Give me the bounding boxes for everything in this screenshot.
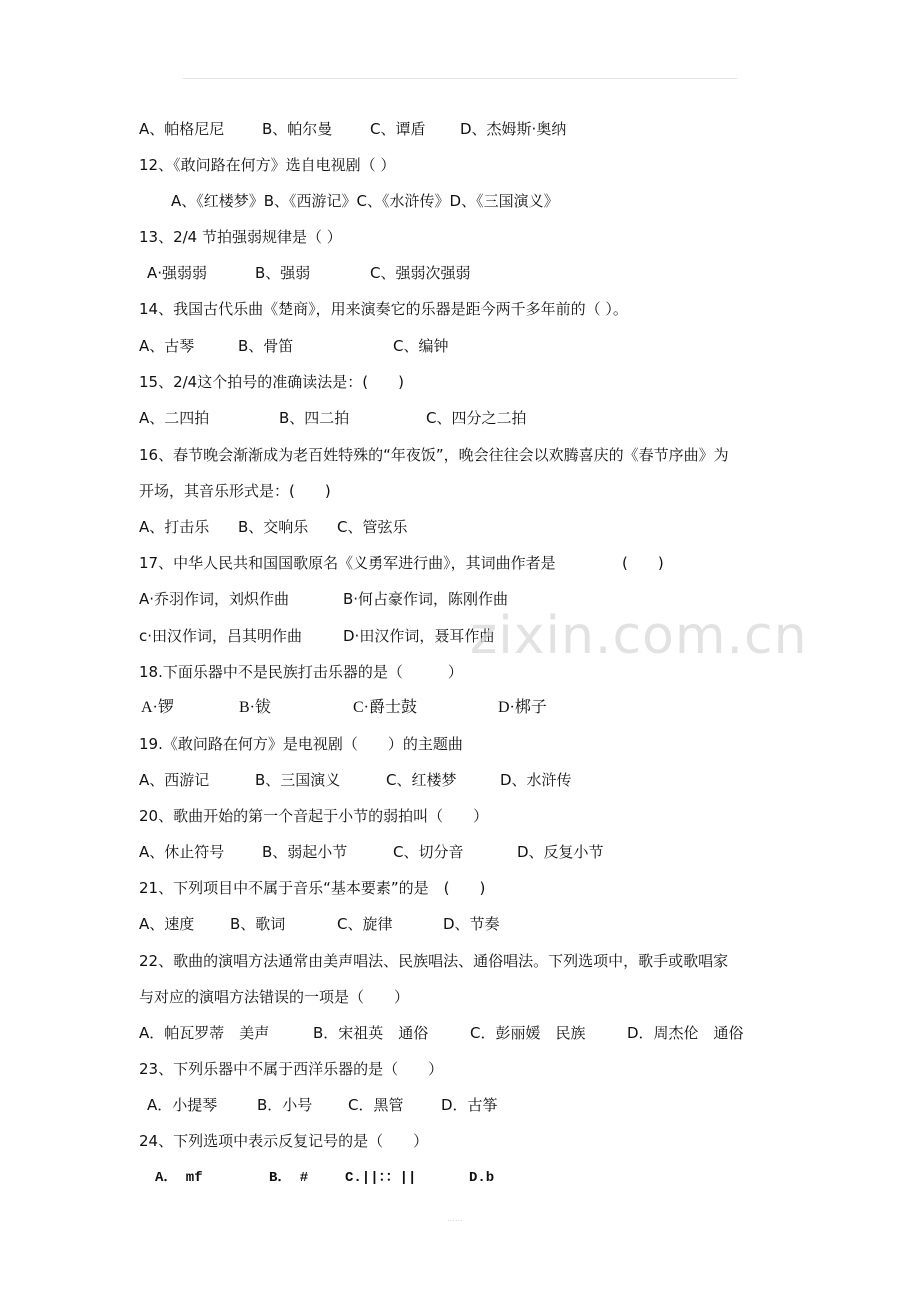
question-text: 13、2/4 节拍强弱规律是（ ） (139, 228, 342, 246)
question-text: 18.下面乐器中不是民族打击乐器的是（ ） (139, 663, 463, 681)
text-line (0, 914, 920, 936)
option-text: A．小提琴 (147, 1096, 218, 1114)
option-text: B．宋祖英 通俗 (313, 1024, 429, 1042)
option-text: B．小号 (257, 1096, 313, 1114)
text-line (0, 1095, 920, 1117)
option-text: D．周杰伦 通俗 (627, 1024, 744, 1042)
text-line (0, 517, 920, 539)
option-text: B、弱起小节 (262, 843, 348, 861)
option-text: B、帕尔曼 (262, 120, 333, 138)
option-text: D.b (469, 1170, 495, 1186)
option-text: B、歌词 (230, 915, 286, 933)
option-text: D、水浒传 (500, 771, 572, 789)
option-text: D·梆子 (498, 699, 547, 716)
text-line (0, 987, 920, 1009)
question-text: 14、我国古代乐曲《楚商》，用来演奏它的乐器是距今两千多年前的（ ）。 (139, 300, 628, 318)
option-text: B·钹 (239, 699, 272, 716)
option-text: A、速度 (139, 915, 195, 933)
text-line (0, 155, 920, 177)
header-rule (183, 78, 737, 79)
question-text: 16、春节晚会渐渐成为老百姓特殊的“年夜饭”，晚会往往会以欢腾喜庆的《春节序曲》为 (139, 446, 729, 464)
option-text: D、杰姆斯·奥纳 (460, 120, 567, 138)
text-line (0, 299, 920, 321)
option-text: C、四分之二拍 (426, 409, 527, 427)
question-text: 15、2/4这个拍号的准确读法是：( ) (139, 373, 404, 391)
text-line (0, 336, 920, 358)
question-text: A、《红楼梦》B、《西游记》C、《水浒传》D、《三国演义》 (171, 192, 559, 210)
option-text: C、编钟 (393, 337, 449, 355)
option-text: C．黑管 (348, 1096, 404, 1114)
option-text: D、节奏 (443, 915, 500, 933)
question-text: 19.《敢问路在何方》是电视剧（ ）的主题曲 (139, 735, 463, 753)
option-text: A、古琴 (139, 337, 195, 355)
text-line (0, 481, 920, 503)
option-text: C、红楼梦 (386, 771, 457, 789)
option-text: C、谭盾 (370, 120, 426, 138)
footer-mark: …… (447, 1214, 463, 1223)
option-text: C.||：：|| (345, 1170, 417, 1186)
option-text: A．帕瓦罗蒂 美声 (139, 1024, 270, 1042)
text-line (0, 263, 920, 285)
text-line (0, 698, 920, 720)
question-text: 23、下列乐器中不属于西洋乐器的是（ ） (139, 1060, 444, 1078)
option-text: A． mf (155, 1170, 203, 1186)
text-line (0, 408, 920, 430)
text-line (0, 191, 920, 213)
question-text: 22、歌曲的演唱方法通常由美声唱法、民族唱法、通俗唱法。下列选项中，歌手或歌唱家 (139, 952, 729, 970)
option-text: D、反复小节 (517, 843, 604, 861)
question-text: 21、下列项目中不属于音乐“基本要素”的是 ( ) (139, 879, 486, 897)
option-text: A、二四拍 (139, 409, 210, 427)
question-text: 24、下列选项中表示反复记号的是（ ） (139, 1132, 429, 1150)
option-text: B、强弱 (255, 264, 311, 282)
text-line (0, 1059, 920, 1081)
text-line (0, 227, 920, 249)
option-text: C、强弱次强弱 (370, 264, 471, 282)
option-text: B、三国演义 (255, 771, 341, 789)
option-text: C、管弦乐 (337, 518, 408, 536)
text-line (0, 842, 920, 864)
option-text: B、四二拍 (279, 409, 350, 427)
option-text: C、切分音 (393, 843, 464, 861)
question-text: 12、《敢问路在何方》选自电视剧（ ） (139, 156, 396, 174)
option-text: C·爵士鼓 (353, 699, 418, 716)
option-text: A·强弱弱 (147, 264, 208, 282)
option-text: A·锣 (141, 699, 174, 716)
text-line (0, 1168, 920, 1190)
watermark: zixin.com.cn (470, 606, 808, 666)
question-text: 开场，其音乐形式是：( ) (139, 482, 331, 500)
text-line (0, 1131, 920, 1153)
text-line (0, 734, 920, 756)
option-text: D·田汉作词，聂耳作曲 (343, 627, 495, 645)
option-text: B． # (269, 1170, 309, 1186)
text-line (0, 1023, 920, 1045)
option-text: c·田汉作词，吕其明作曲 (139, 627, 303, 645)
option-text: A、帕格尼尼 (139, 120, 225, 138)
text-line (0, 770, 920, 792)
text-line (0, 806, 920, 828)
text-line (0, 372, 920, 394)
option-text: B·何占豪作词，陈刚作曲 (343, 590, 509, 608)
option-text: A、西游记 (139, 771, 210, 789)
option-text: D．古筝 (441, 1096, 498, 1114)
option-text: C、旋律 (337, 915, 393, 933)
text-line (0, 119, 920, 141)
option-text: A、休止符号 (139, 843, 225, 861)
option-text: A、打击乐 (139, 518, 210, 536)
option-text: B、骨笛 (238, 337, 294, 355)
text-line (0, 445, 920, 467)
option-text: ( ) (622, 554, 664, 572)
option-text: B、交响乐 (238, 518, 309, 536)
text-line (0, 878, 920, 900)
text-line (0, 553, 920, 575)
option-text: 17、中华人民共和国国歌原名《义勇军进行曲》，其词曲作者是 (139, 554, 556, 572)
option-text: C．彭丽媛 民族 (470, 1024, 586, 1042)
option-text: A·乔羽作词，刘炽作曲 (139, 590, 290, 608)
text-line (0, 951, 920, 973)
question-text: 与对应的演唱方法错误的一项是（ ） (139, 988, 410, 1006)
question-text: 20、歌曲开始的第一个音起于小节的弱拍叫（ ） (139, 807, 489, 825)
